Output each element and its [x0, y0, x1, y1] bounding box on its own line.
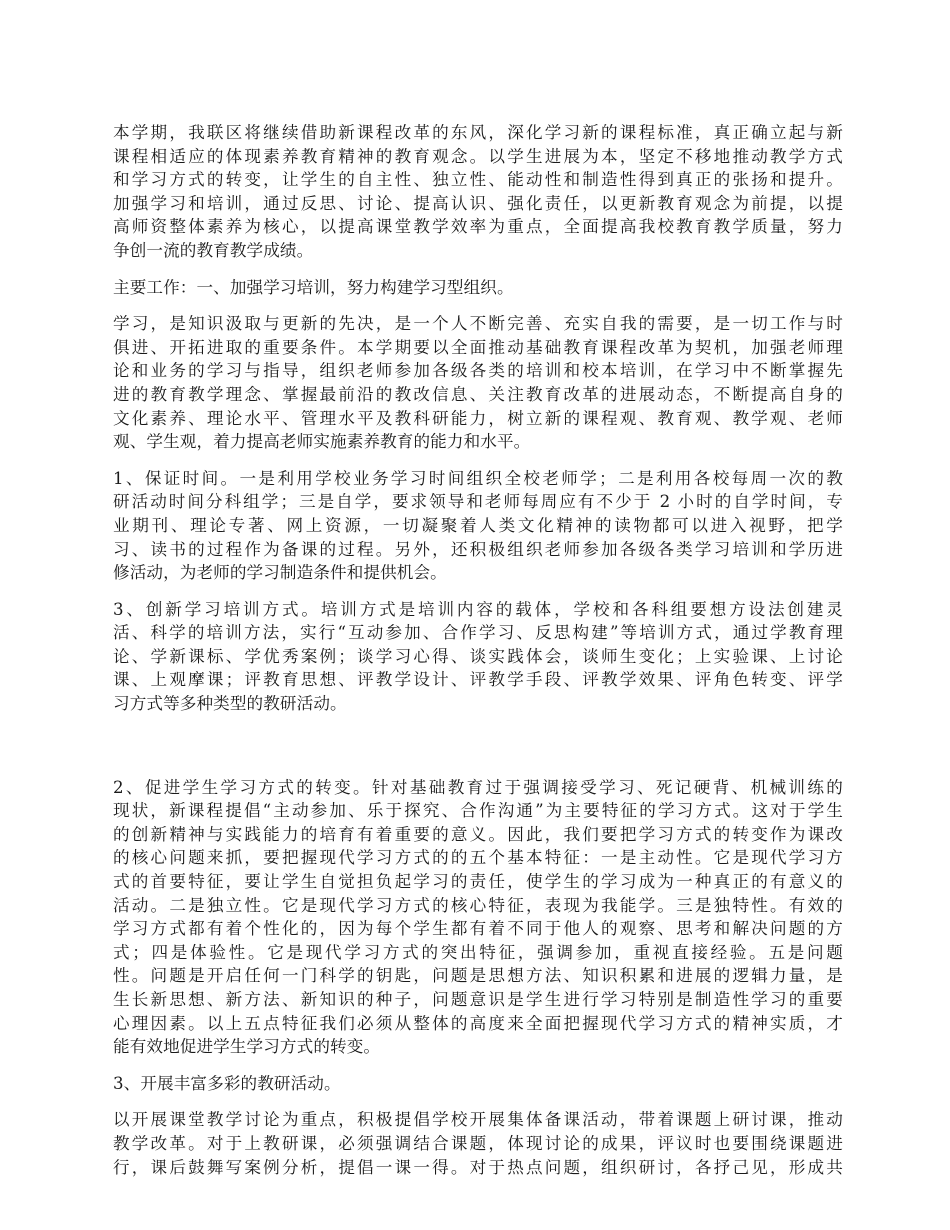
- section-heading: 3、开展丰富多彩的教研活动。: [113, 1073, 341, 1093]
- text-line: 活动。二是独立性。它是现代学习方式的核心特征，表现为我能学。三是独特性。有效的: [113, 895, 843, 915]
- text-line: 教学改革。对于上教研课，必须强调结合课题，体现讨论的成果，评议时也要围绕课题进: [113, 1133, 843, 1153]
- text-line: 高师资整体素养为核心，以提高课堂教学效率为重点，全面提高我校教育教学质量，努力: [113, 217, 843, 237]
- text-line: 本学期，我联区将继续借助新课程改革的东风，深化学习新的课程标准，真正确立起与新: [113, 123, 843, 142]
- text-line: 能有效地促进学生学习方式的转变。: [113, 1037, 381, 1057]
- text-line: 性。问题是开启任何一门科学的钥匙，问题是思想方法、知识积累和进展的逻辑力量，是: [113, 966, 843, 986]
- text-line: 课程相适应的体现素养教育精神的教育观念。以学生进展为本，坚定不移地推动教学方式: [113, 146, 843, 166]
- section-heading: 主要工作：一、加强学习培训，努力构建学习型组织。: [113, 277, 514, 297]
- text-line: 式的首要特征，要让学生自觉担负起学习的责任，使学生的学习成为一种真正的有意义的: [113, 872, 843, 892]
- text-line: 3、创新学习培训方式。培训方式是培训内容的载体，学校和各科组要想方设法创建灵: [113, 599, 843, 619]
- paragraph-learning: [113, 312, 843, 454]
- paragraph-main-work: [113, 276, 843, 300]
- text-line: 和学习方式的转变，让学生的自主性、独立性、能动性和制造性得到真正的张扬和提升。: [113, 170, 843, 190]
- text-line: 1、保证时间。一是利用学校业务学习时间组织全校老师学；二是利用各校每周一次的教: [113, 468, 843, 488]
- text-line: 习方式等多种类型的教研活动。: [113, 694, 347, 714]
- text-line: 业期刊、理论专著、网上资源，一切凝聚着人类文化精神的读物都可以进入视野，把学: [113, 515, 843, 535]
- text-line: 研活动时间分科组学；三是自学，要求领导和老师每周应有不少于 2 小时的自学时间，专: [113, 492, 843, 512]
- text-line: 进的教育教学理念、掌握最前沿的教改信息、关注教育改革的进展动态，不断提高自身的: [113, 384, 843, 404]
- text-line: 学习，是知识汲取与更新的先决，是一个人不断完善、充实自我的需要，是一切工作与时: [113, 314, 843, 334]
- text-line: 修活动，为老师的学习制造条件和提供机会。: [113, 563, 447, 583]
- text-line: 加强学习和培训，通过反思、讨论、提高认识、强化责任，以更新教育观念为前提，以提: [113, 193, 843, 213]
- text-line: 现状，新课程提倡“主动参加、乐于探究、合作沟通”为主要特征的学习方式。这对于学生: [113, 801, 843, 821]
- text-line: 心理因素。以上五点特征我们必须从整体的高度来全面把握现代学习方式的精神实质，才: [113, 1013, 843, 1033]
- document-body: [113, 121, 843, 1192]
- paragraph-intro: [113, 121, 843, 263]
- text-line: 的核心问题来抓，要把握现代学习方式的的五个基本特征：一是主动性。它是现代学习方: [113, 848, 843, 868]
- text-line: 论、学新课标、学优秀案例；谈学习心得、谈实践体会，谈师生变化；上实验课、上讨论: [113, 646, 843, 666]
- paragraph-item-2: [113, 776, 843, 1059]
- text-line: 课、上观摩课；评教育思想、评教学设计、评教学手段、评教学效果、评角色转变、评学: [113, 670, 843, 690]
- text-line: 观、学生观，着力提高老师实施素养教育的能力和水平。: [113, 432, 531, 452]
- text-line: 习、读书的过程作为备课的过程。另外，还积极组织老师参加各级各类学习培训和学历进: [113, 539, 843, 559]
- text-line: 俱进、开拓进取的重要条件。本学期要以全面推动基础教育课程改革为契机，加强老师理: [113, 337, 843, 357]
- text-line: 行，课后鼓舞写案例分析，提倡一课一得。对于热点问题，组织研讨，各抒己见，形成共: [113, 1157, 843, 1177]
- blank-gap: [113, 729, 843, 776]
- paragraph-item-1: [113, 467, 843, 585]
- text-line: 生长新思想、新方法、新知识的种子，问题意识是学生进行学习特别是制造性学习的重要: [113, 990, 843, 1009]
- text-line: 活、科学的培训方法，实行“互动参加、合作学习、反思构建”等培训方式，通过学教育理: [113, 623, 843, 643]
- paragraph-item-3b: [113, 1072, 843, 1096]
- text-line: 以开展课堂教学讨论为重点，积极提倡学校开展集体备课活动，带着课题上研讨课，推动: [113, 1110, 843, 1130]
- text-line: 论和业务的学习与指导，组织老师参加各级各类的培训和校本培训，在学习中不断掌握先: [113, 361, 843, 381]
- text-line: 2、促进学生学习方式的转变。针对基础教育过于强调接受学习、死记硬背、机械训练的: [113, 777, 843, 797]
- text-line: 文化素养、理论水平、管理水平及教科研能力，树立新的课程观、教育观、教学观、老师: [113, 408, 843, 428]
- text-line: 的创新精神与实践能力的培育有着重要的意义。因此，我们要把学习方式的转变作为课改: [113, 824, 843, 844]
- text-line: 学习方式都有着个性化的，因为每个学生都有着不同于他人的观察、思考和解决问题的方: [113, 919, 843, 939]
- paragraph-item-3a: [113, 598, 843, 716]
- paragraph-research: [113, 1108, 843, 1179]
- text-line: 式；四是体验性。它是现代学习方式的突出特征，强调参加，重视直接经验。五是问题: [113, 942, 843, 962]
- text-line: 争创一流的教育教学成绩。: [113, 240, 314, 260]
